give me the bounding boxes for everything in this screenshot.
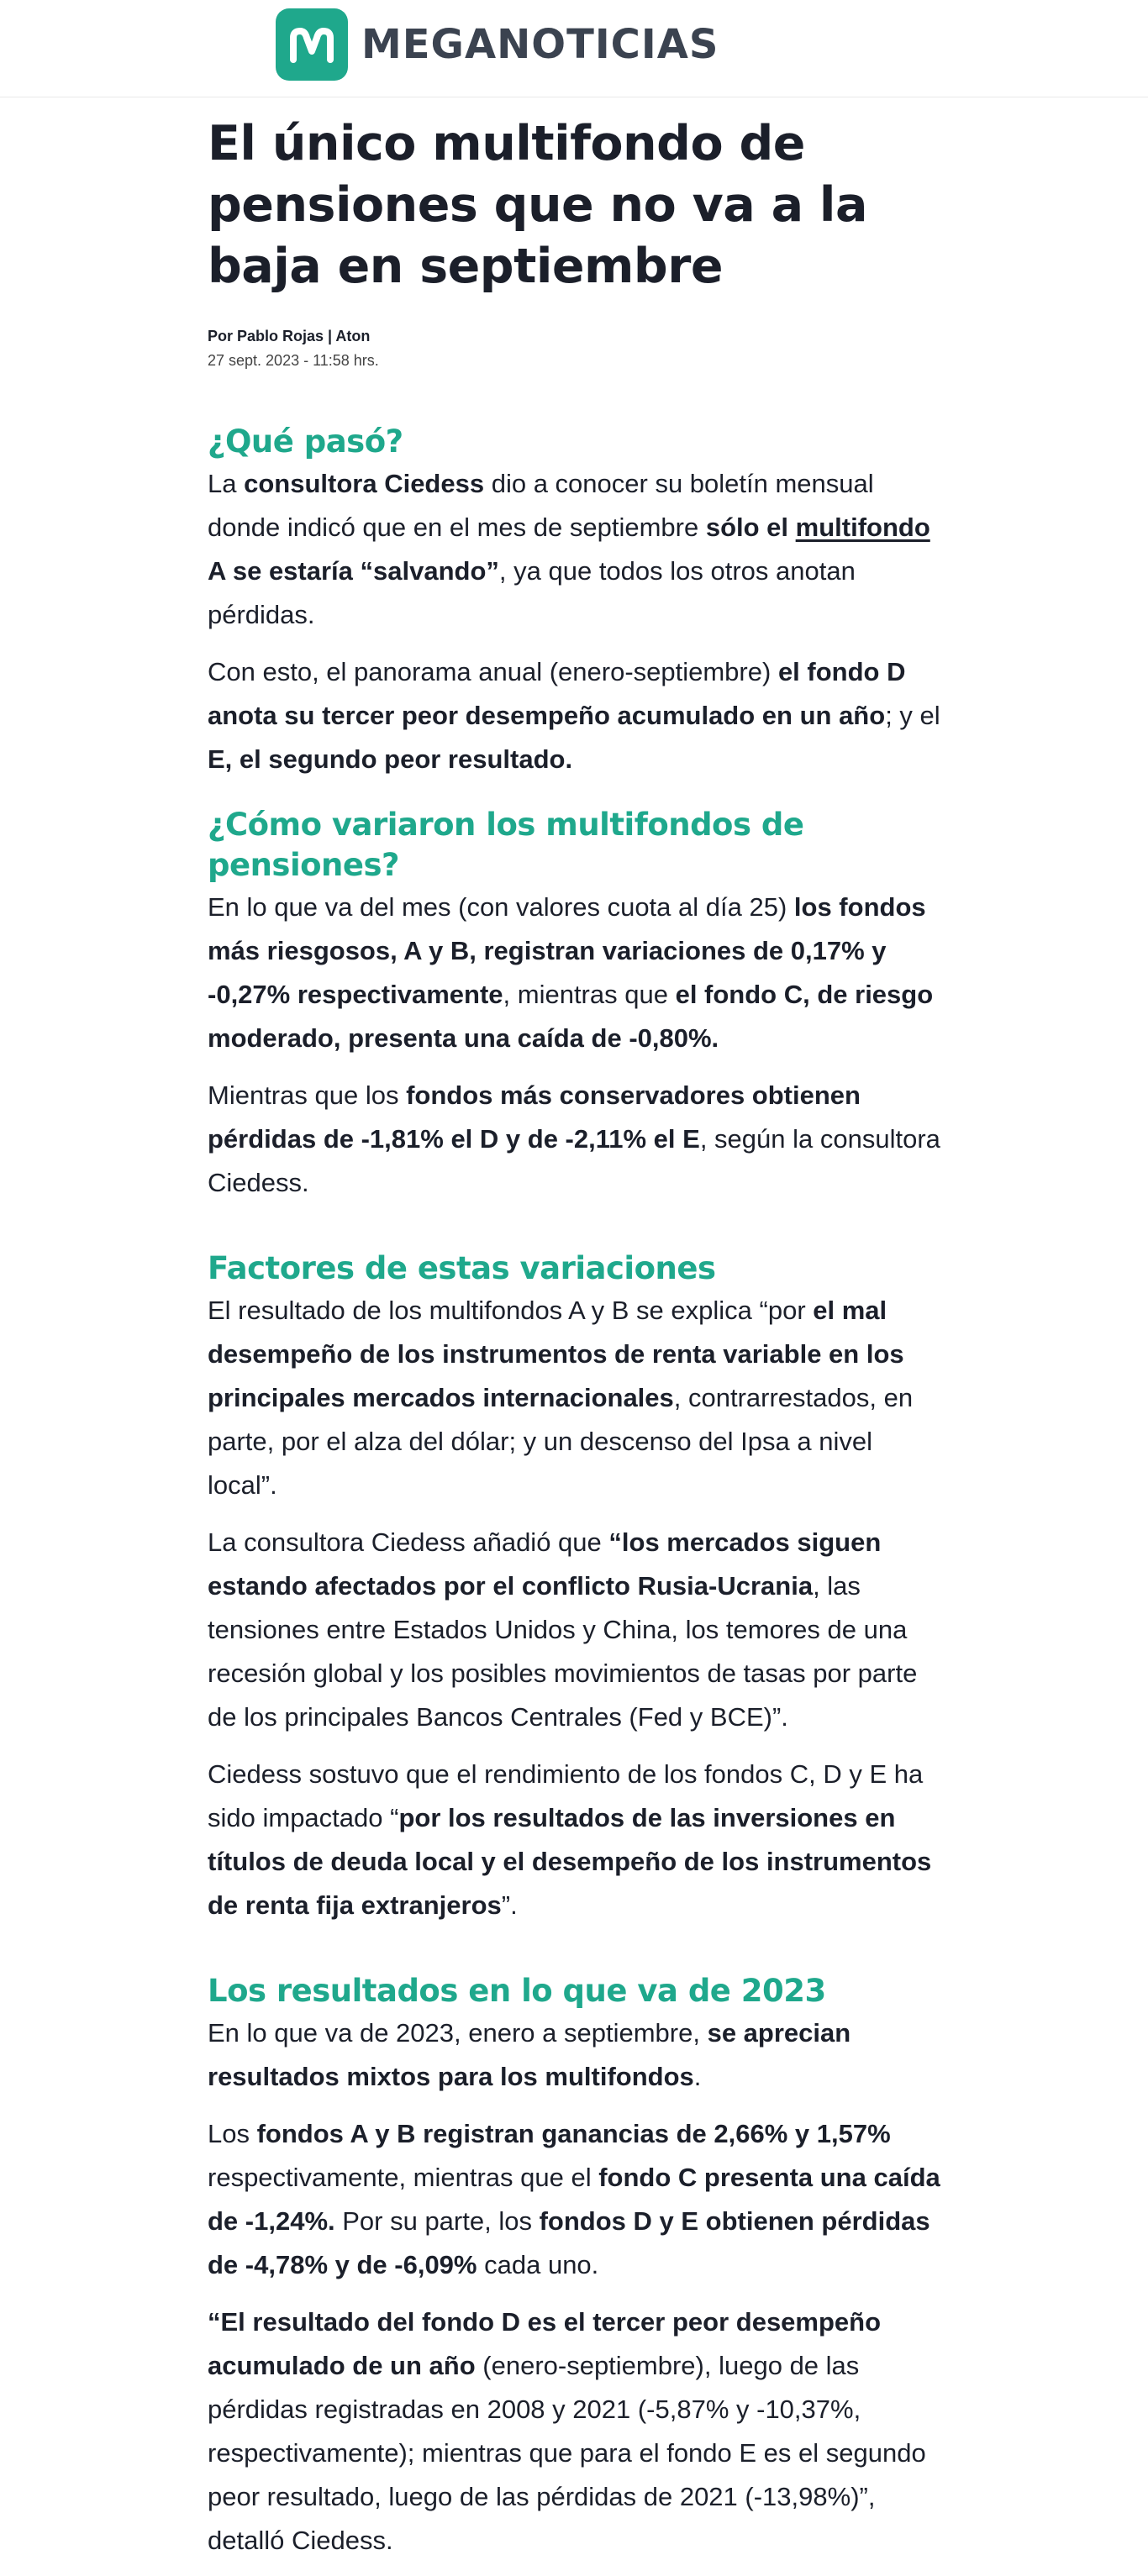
emphasis-text: E, el segundo peor resultado. (208, 744, 573, 774)
emphasis-text: por los resultados de las inversiones en títulos de deuda local y el desempeño de los instrumentos de renta fija extranjeros (208, 1803, 932, 1920)
paragraph-text: En lo que va de 2023, enero a septiembre, (208, 2018, 708, 2048)
emphasis-text: “los mercados siguen estando afectados por el conflicto Rusia-Ucrania (208, 1527, 882, 1601)
section-heading: Factores de estas variaciones (208, 1250, 716, 1286)
article-paragraph (208, 2300, 947, 2563)
paragraph-text: La consultora Ciedess añadió que (208, 1527, 609, 1557)
paragraph-text: Por su parte, los (334, 2206, 540, 2236)
emphasis-text: los fondos más riesgosos, A y B, registran variaciones de 0,17% y -0,27% respectivamente (208, 892, 926, 1009)
multifondo-link[interactable]: multifondo (795, 513, 930, 542)
paragraph-text: ; y el (885, 701, 940, 730)
article-paragraph (208, 650, 947, 781)
article-byline: Por Pablo Rojas | Aton (208, 328, 371, 344)
paragraph-text: ”. (501, 1890, 518, 1920)
emphasis-text: se aprecian resultados mixtos para los multifondos (208, 2018, 851, 2091)
section-heading: Los resultados en lo que va de 2023 (208, 1973, 826, 2009)
emphasis-text: sólo el (705, 513, 796, 542)
emphasis-text: fondo C presenta una caída de -1,24%. (208, 2163, 940, 2236)
paragraph-text: cada uno. (477, 2250, 599, 2279)
article-paragraph (208, 1753, 947, 1927)
site-logo-text: MEGANOTICIAS (361, 21, 719, 68)
article-paragraph (208, 1289, 947, 1507)
article-paragraph (208, 1521, 947, 1739)
article-paragraph (208, 2112, 947, 2287)
m-logo-icon (276, 8, 348, 81)
article-paragraph (208, 462, 947, 637)
paragraph-text: La (208, 469, 245, 498)
emphasis-text: A se estaría “salvando” (208, 556, 499, 586)
emphasis-text: el mal desempeño de los instrumentos de renta variable en los principales mercados internacionales (208, 1296, 904, 1412)
site-logo-link[interactable] (276, 8, 719, 81)
paragraph-text: . (693, 2062, 702, 2091)
paragraph-text: Ciedess sostuvo que el rendimiento de los fondos C, D y E ha sido impactado “ (208, 1759, 924, 1832)
paragraph-text: dio a conocer su boletín mensual donde indicó que en el mes de septiembre (208, 469, 874, 542)
paragraph-text: En lo que va del mes (con valores cuota al día 25) (208, 892, 794, 922)
emphasis-text: el fondo D anota su tercer peor desempeño acumulado en un año (208, 657, 906, 730)
article-title: El único multifondo de pensiones que no va a la baja en septiembre (208, 116, 867, 294)
paragraph-text: El resultado de los multifondos A y B se explica “por (208, 1296, 814, 1325)
paragraph-text: , según la consultora Ciedess. (208, 1124, 940, 1197)
site-header (0, 0, 1148, 97)
paragraph-text: , contrarrestados, en parte, por el alza del dólar; y un descenso del Ipsa a nivel local”. (208, 1383, 914, 1500)
emphasis-text: fondos D y E obtienen pérdidas de -4,78% y de -6,09% (208, 2206, 930, 2279)
article-paragraph (208, 886, 947, 1060)
paragraph-text: , mientras que (503, 980, 676, 1009)
paragraph-text: Mientras que los (208, 1080, 407, 1110)
paragraph-text: , ya que todos los otros anotan pérdidas. (208, 556, 856, 629)
paragraph-text: Con esto, el panorama anual (enero-septiembre) (208, 657, 778, 686)
article-paragraph (208, 2011, 947, 2099)
paragraph-text: Los (208, 2119, 257, 2148)
article-paragraph (208, 1074, 947, 1205)
section-heading: ¿Qué pasó? (208, 423, 403, 460)
paragraph-text: respectivamente, mientras que el (208, 2163, 599, 2192)
paragraph-text: , las tensiones entre Estados Unidos y China, los temores de una recesión global y los posibles movimientos de tasas por parte de los principales Bancos Centrales (Fed y BCE)”. (208, 1571, 918, 1732)
article-body (208, 422, 947, 2563)
paragraph-text: (enero-septiembre), luego de las pérdidas registradas en 2008 y 2021 (-5,87% y -10,37%, respectivamente); mientras que para el fondo E es el segundo peor resultado, luego de las pérdidas de 2021 (-13,98%)”, detalló Ciedess. (208, 2351, 926, 2555)
section-heading: ¿Cómo variaron los multifondos de pensiones? (208, 807, 804, 883)
emphasis-text: fondos A y B registran ganancias de 2,66% y 1,57% (256, 2119, 891, 2148)
article-date: 27 sept. 2023 - 11:58 hrs. (208, 352, 379, 369)
article (208, 113, 947, 2576)
emphasis-text: “El resultado del fondo D es el tercer peor desempeño acumulado de un año (208, 2307, 882, 2380)
emphasis-text: fondos más conservadores obtienen pérdidas de -1,81% el D y de -2,11% el E (208, 1080, 861, 1154)
emphasis-text: consultora Ciedess (244, 469, 485, 498)
emphasis-text: el fondo C, de riesgo moderado, presenta una caída de -0,80%. (208, 980, 934, 1053)
